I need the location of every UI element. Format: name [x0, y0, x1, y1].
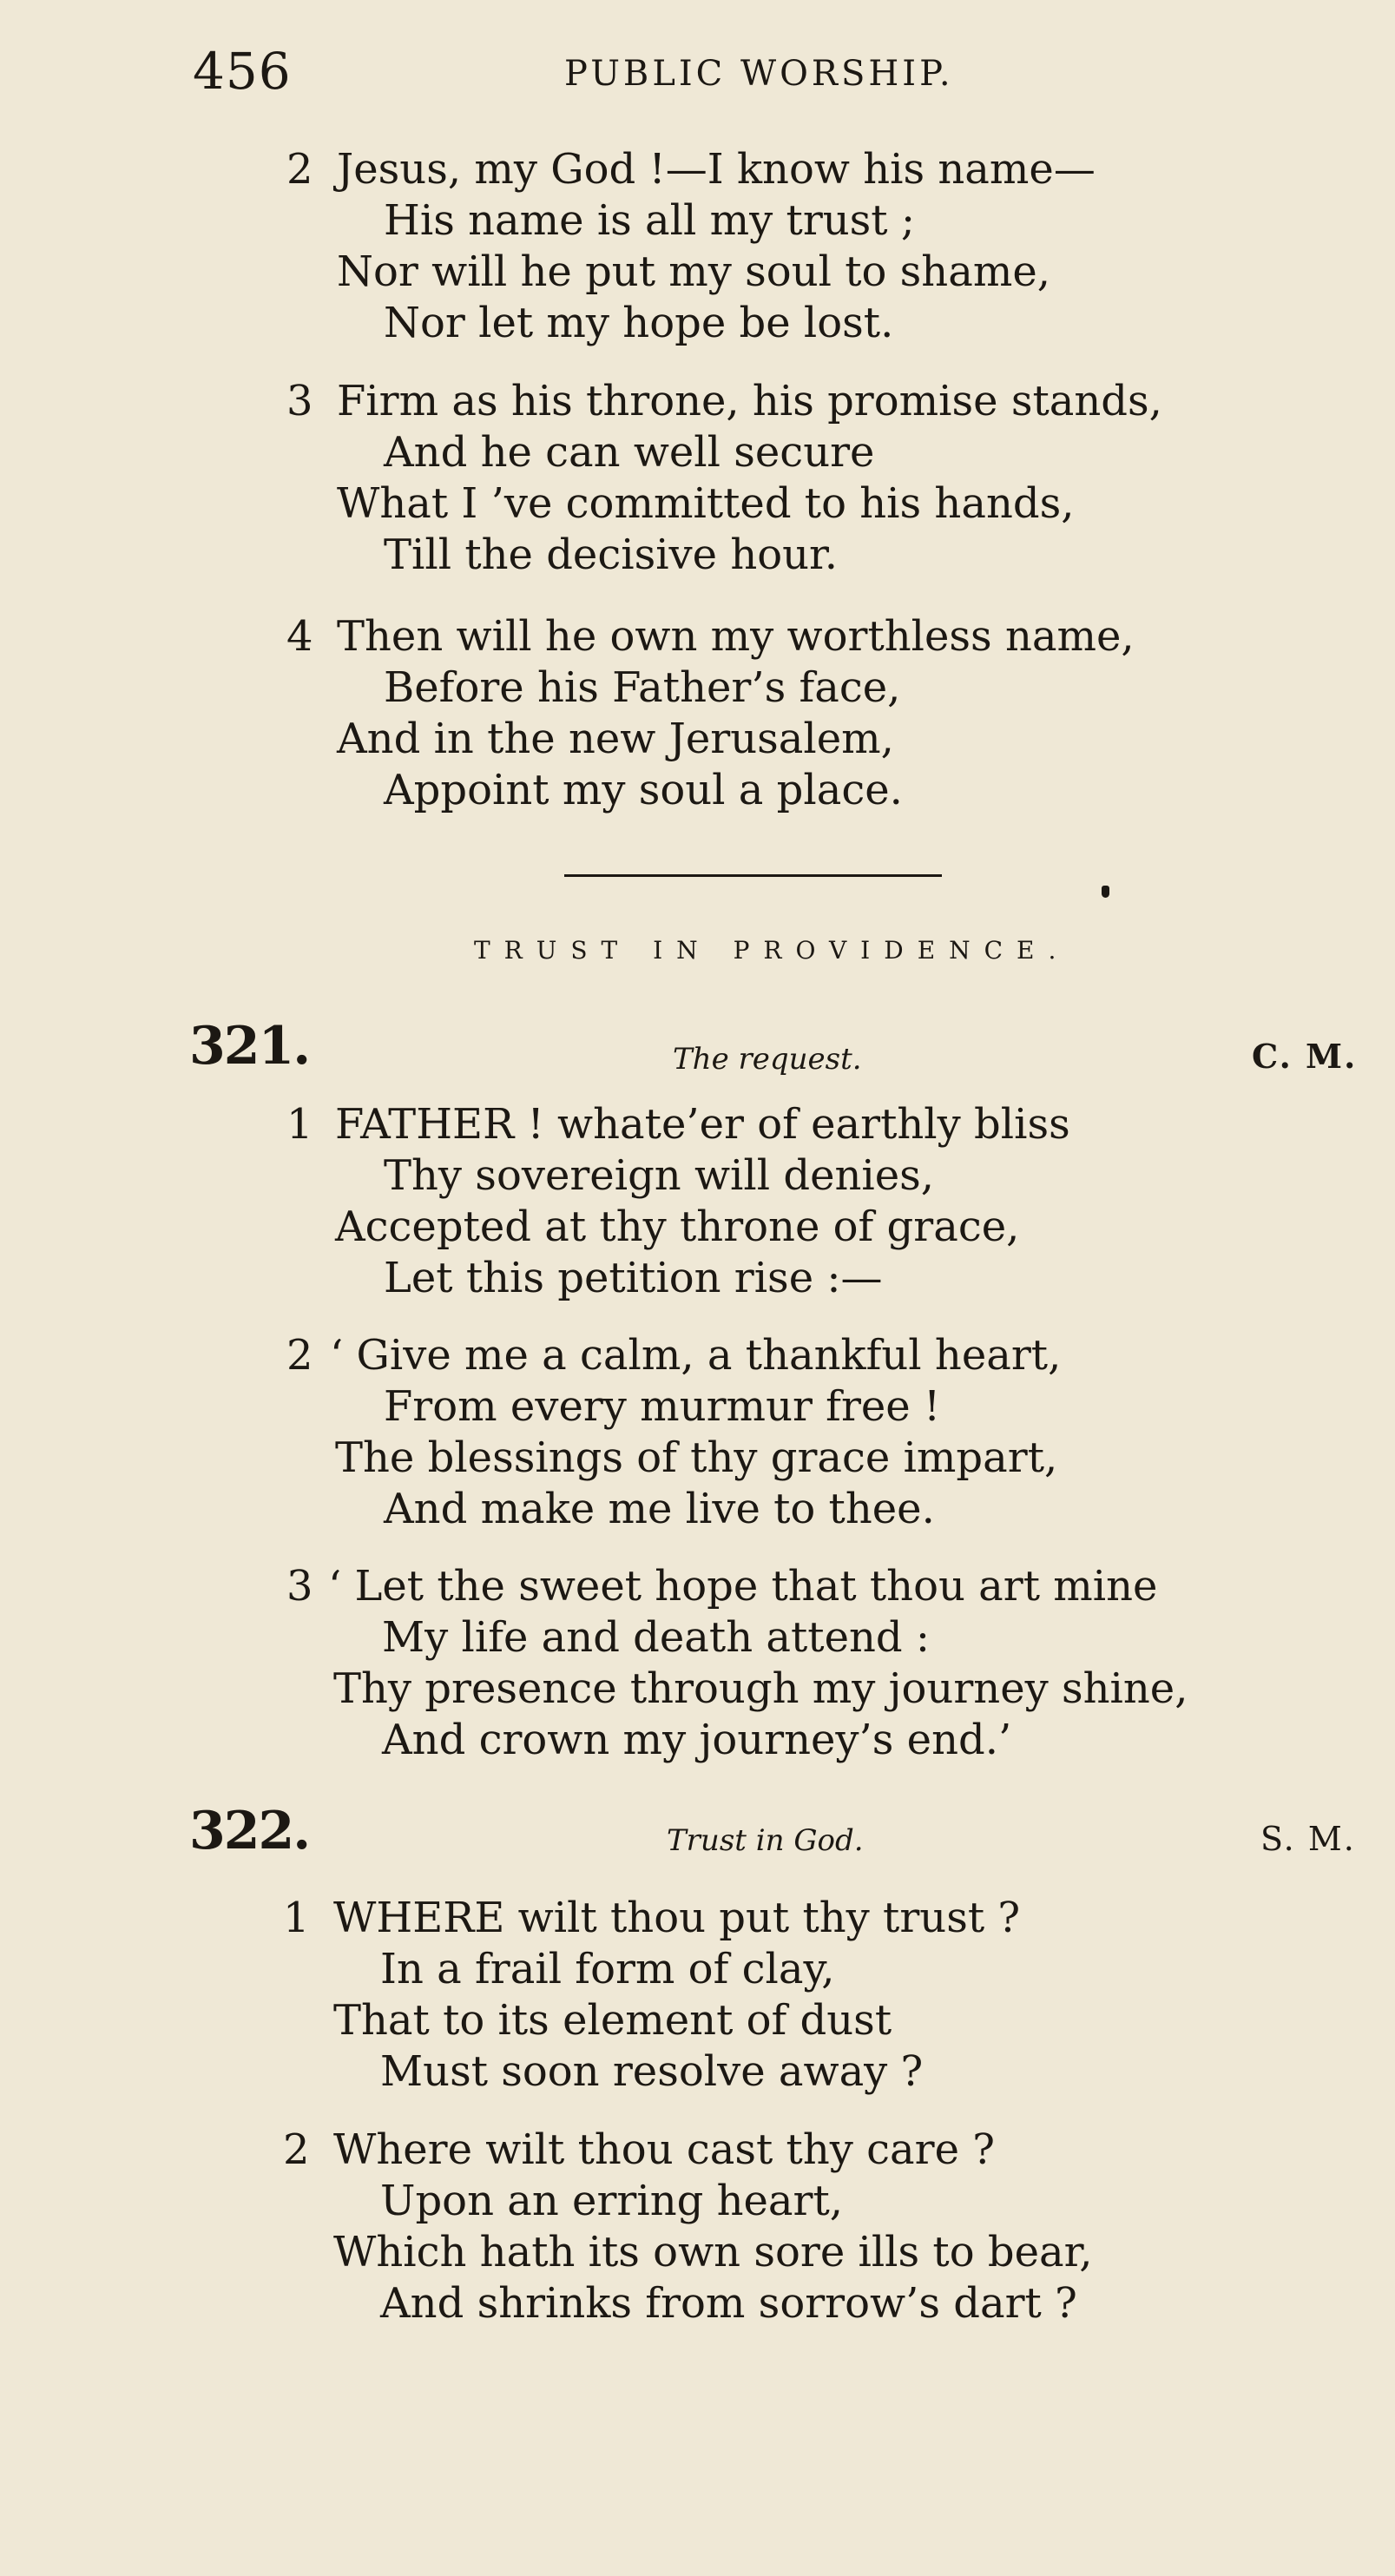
verse-line: Before his Father’s face, [384, 663, 901, 712]
hymn-meter: S. M. [1260, 1820, 1356, 1858]
hymn-number: 322. [189, 1801, 310, 1861]
verse-line: My life and death attend : [382, 1613, 931, 1662]
stanza-number: 3 [286, 377, 313, 425]
hymn-subtitle: Trust in God. [667, 1823, 864, 1858]
verse-line: Then will he own my worthless name, [337, 612, 1135, 661]
hymn-meter: C. M. [1252, 1037, 1358, 1076]
verse-line: Upon an erring heart, [380, 2177, 844, 2225]
verse-line: Must soon resolve away ? [380, 2047, 924, 2096]
stanza-number: 1 [286, 1100, 313, 1149]
verse-line: The blessings of thy grace impart, [335, 1433, 1058, 1482]
verse-line: ‘ Let the sweet hope that thou art mine [328, 1562, 1158, 1611]
verse-line: WHERE wilt thou put thy trust ? [333, 1894, 1021, 1942]
verse-line: That to its element of dust [333, 1996, 892, 2045]
running-head: PUBLIC WORSHIP. [564, 54, 954, 94]
verse-line: Where wilt thou cast thy care ? [333, 2125, 995, 2174]
verse-line: What I ’ve committed to his hands, [337, 479, 1075, 528]
stanza-number: 2 [283, 2125, 310, 2174]
section-title: TRUST IN PROVIDENCE. [474, 936, 1070, 965]
stanza-number: 4 [286, 612, 313, 661]
verse-line: Appoint my soul a place. [384, 766, 903, 814]
stanza-number: 3 [286, 1562, 313, 1611]
verse-line: And in the new Jerusalem, [337, 715, 894, 763]
verse-line: And he can well secure [384, 428, 875, 477]
verse-line: Firm as his throne, his promise stands, [337, 377, 1162, 425]
verse-line: Thy presence through my journey shine, [333, 1664, 1188, 1713]
verse-line: Nor let my hope be lost. [384, 299, 894, 347]
verse-line: From every murmur free ! [384, 1382, 941, 1431]
verse-line: Till the decisive hour. [384, 530, 838, 579]
verse-line: Nor will he put my soul to shame, [337, 247, 1050, 296]
verse-line: ‘ Give me a calm, a thankful heart, [330, 1331, 1062, 1380]
verse-line: Thy sovereign will denies, [384, 1151, 935, 1200]
ornament-dot [1102, 886, 1109, 898]
verse-line: And make me live to thee. [384, 1485, 935, 1533]
verse-line: His name is all my trust ; [384, 196, 916, 245]
stanza-number: 2 [286, 1331, 313, 1380]
hymn-number: 321. [189, 1016, 310, 1077]
verse-line: Jesus, my God !—I know his name— [337, 145, 1096, 194]
verse-line: Which hath its own sore ills to bear, [333, 2228, 1093, 2276]
verse-line: In a frail form of clay, [380, 1945, 835, 1993]
stanza-number: 2 [286, 145, 313, 194]
verse-line: Accepted at thy throne of grace, [335, 1202, 1020, 1251]
verse-line: FATHER ! whate’er of earthly bliss [335, 1100, 1070, 1149]
hymn-subtitle: The request. [673, 1042, 862, 1077]
page-number: 456 [193, 42, 292, 101]
verse-line: And crown my journey’s end.’ [382, 1716, 1012, 1764]
section-divider-rule [564, 874, 942, 877]
stanza-number: 1 [283, 1894, 310, 1942]
verse-line: Let this petition rise :— [384, 1254, 883, 1302]
verse-line: And shrinks from sorrow’s dart ? [380, 2279, 1077, 2328]
